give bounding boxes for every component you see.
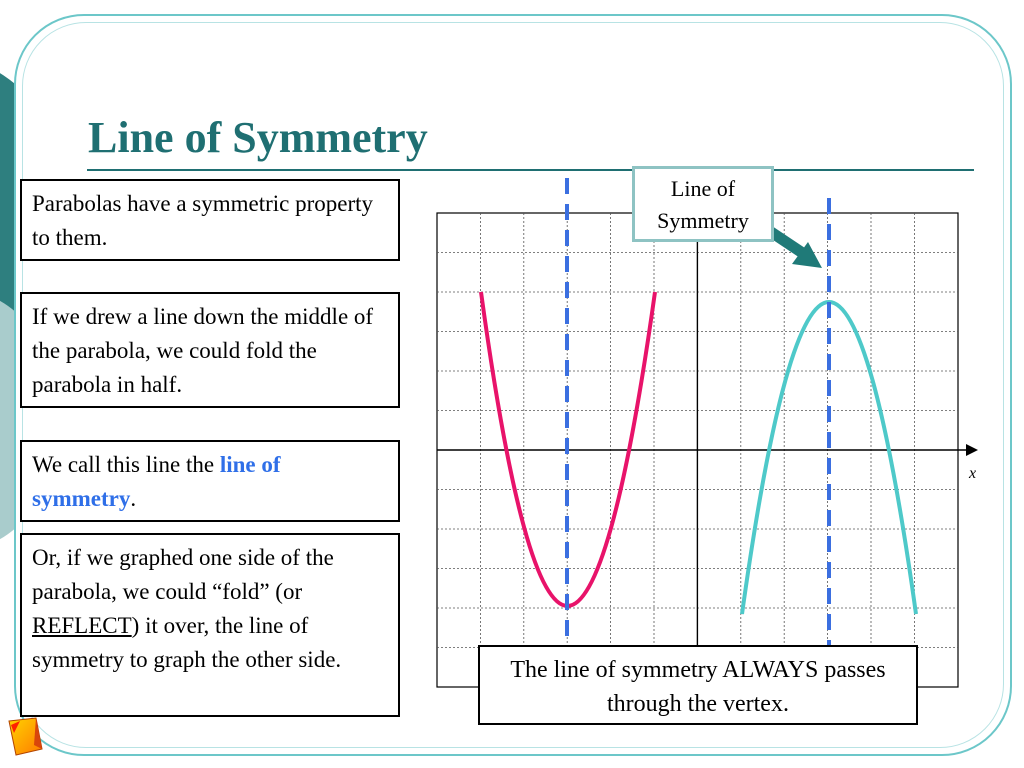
reflect-post: ) it over, the line of symmetry to graph the other side. bbox=[32, 613, 342, 672]
callout-text: Line of Symmetry bbox=[657, 176, 749, 233]
vertex-note-box bbox=[478, 645, 918, 725]
fold-text: If we drew a line down the middle of the parabola, we could fold the parabola in half. bbox=[32, 304, 374, 397]
note-page-icon bbox=[6, 715, 48, 759]
definition-pre: We call this line the bbox=[32, 452, 220, 477]
reflect-pre: Or, if we graphed one side of the parabola, we could “fold” (or bbox=[32, 545, 334, 604]
reflect-term: REFLECT bbox=[32, 613, 132, 638]
symmetry-callout bbox=[632, 166, 774, 242]
definition-term: line of symmetry bbox=[32, 452, 281, 511]
definition-post: . bbox=[130, 486, 137, 511]
vertex-note-text: The line of symmetry ALWAYS passes through the vertex. bbox=[510, 657, 886, 717]
slide-title: Line of Symmetry bbox=[88, 113, 428, 162]
x-axis-label: x bbox=[969, 465, 977, 482]
x-axis-arrowhead bbox=[966, 444, 978, 456]
intro-text: Parabolas have a symmetric property to them. bbox=[32, 191, 374, 250]
